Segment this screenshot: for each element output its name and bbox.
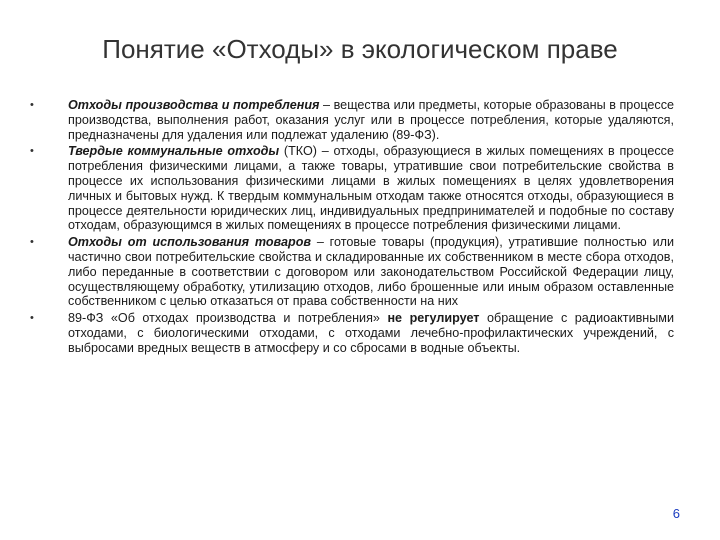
page-title: Понятие «Отходы» в экологическом праве <box>102 34 618 64</box>
list-item-goods-waste <box>30 235 674 309</box>
list-item-production-waste <box>30 98 674 142</box>
definitions-list <box>30 98 675 358</box>
bullet-icon: • <box>30 99 34 111</box>
law-scope-emphasis: не регулирует <box>387 311 480 326</box>
definition-production-waste: – вещества или предметы, которые образованы в процессе производства, выполнения работ, оказания услуг или в процессе потребления, которые удаляются, предназначены для удаления или подлежат удалению (89-ФЗ). <box>68 98 674 142</box>
law-scope-text-before: 89-ФЗ «Об отходах производства и потребления» <box>68 311 388 326</box>
list-item-municipal-waste <box>30 144 674 233</box>
law-scope-text-after: обращение с радиоактивными отходами, с биологическими отходами, с отходами лечебно-профилактических учреждений, с выбросами вредных веществ в атмосферу и со сбросами в водные объекты. <box>68 311 675 355</box>
bullet-icon: • <box>30 312 34 325</box>
list-item-law-scope <box>30 311 675 355</box>
bullet-icon: • <box>30 236 34 249</box>
bullet-icon: • <box>30 145 34 158</box>
term-production-waste: Отходы производства и потребления <box>68 98 320 112</box>
definition-municipal-waste: (ТКО) – отходы, образующиеся в жилых помещениях в процессе потребления физическими лицами, а также товары, утратившие свои потребительские свойства в процессе их использования физическими лицами в жилых помещениях в целях удовлетворения личных и бытовых нужд. К твердым коммунальным отходам также относятся отходы, образующиеся в процессе деятельности юридических лиц, индивидуальных предпринимателей и подобные по составу отходам, образующимся в жилых помещениях в процессе потребления физическими лицами. <box>68 144 674 233</box>
page-number: 6 <box>672 506 680 521</box>
term-municipal-waste: Твердые коммунальные отходы <box>68 144 280 159</box>
definition-goods-waste: – готовые товары (продукция), утратившие полностью или частично свои потребительские свойства и складированные их собственником в месте сбора отходов, либо переданные в соответствии с договором или законодательством Российской Федерации лицу, осуществляющему обработку, утилизацию отходов, либо брошенные или иным образом оставленные собственником с целью отказаться от права собственности на них <box>68 235 674 309</box>
term-goods-waste: Отходы от использования товаров <box>68 235 311 250</box>
